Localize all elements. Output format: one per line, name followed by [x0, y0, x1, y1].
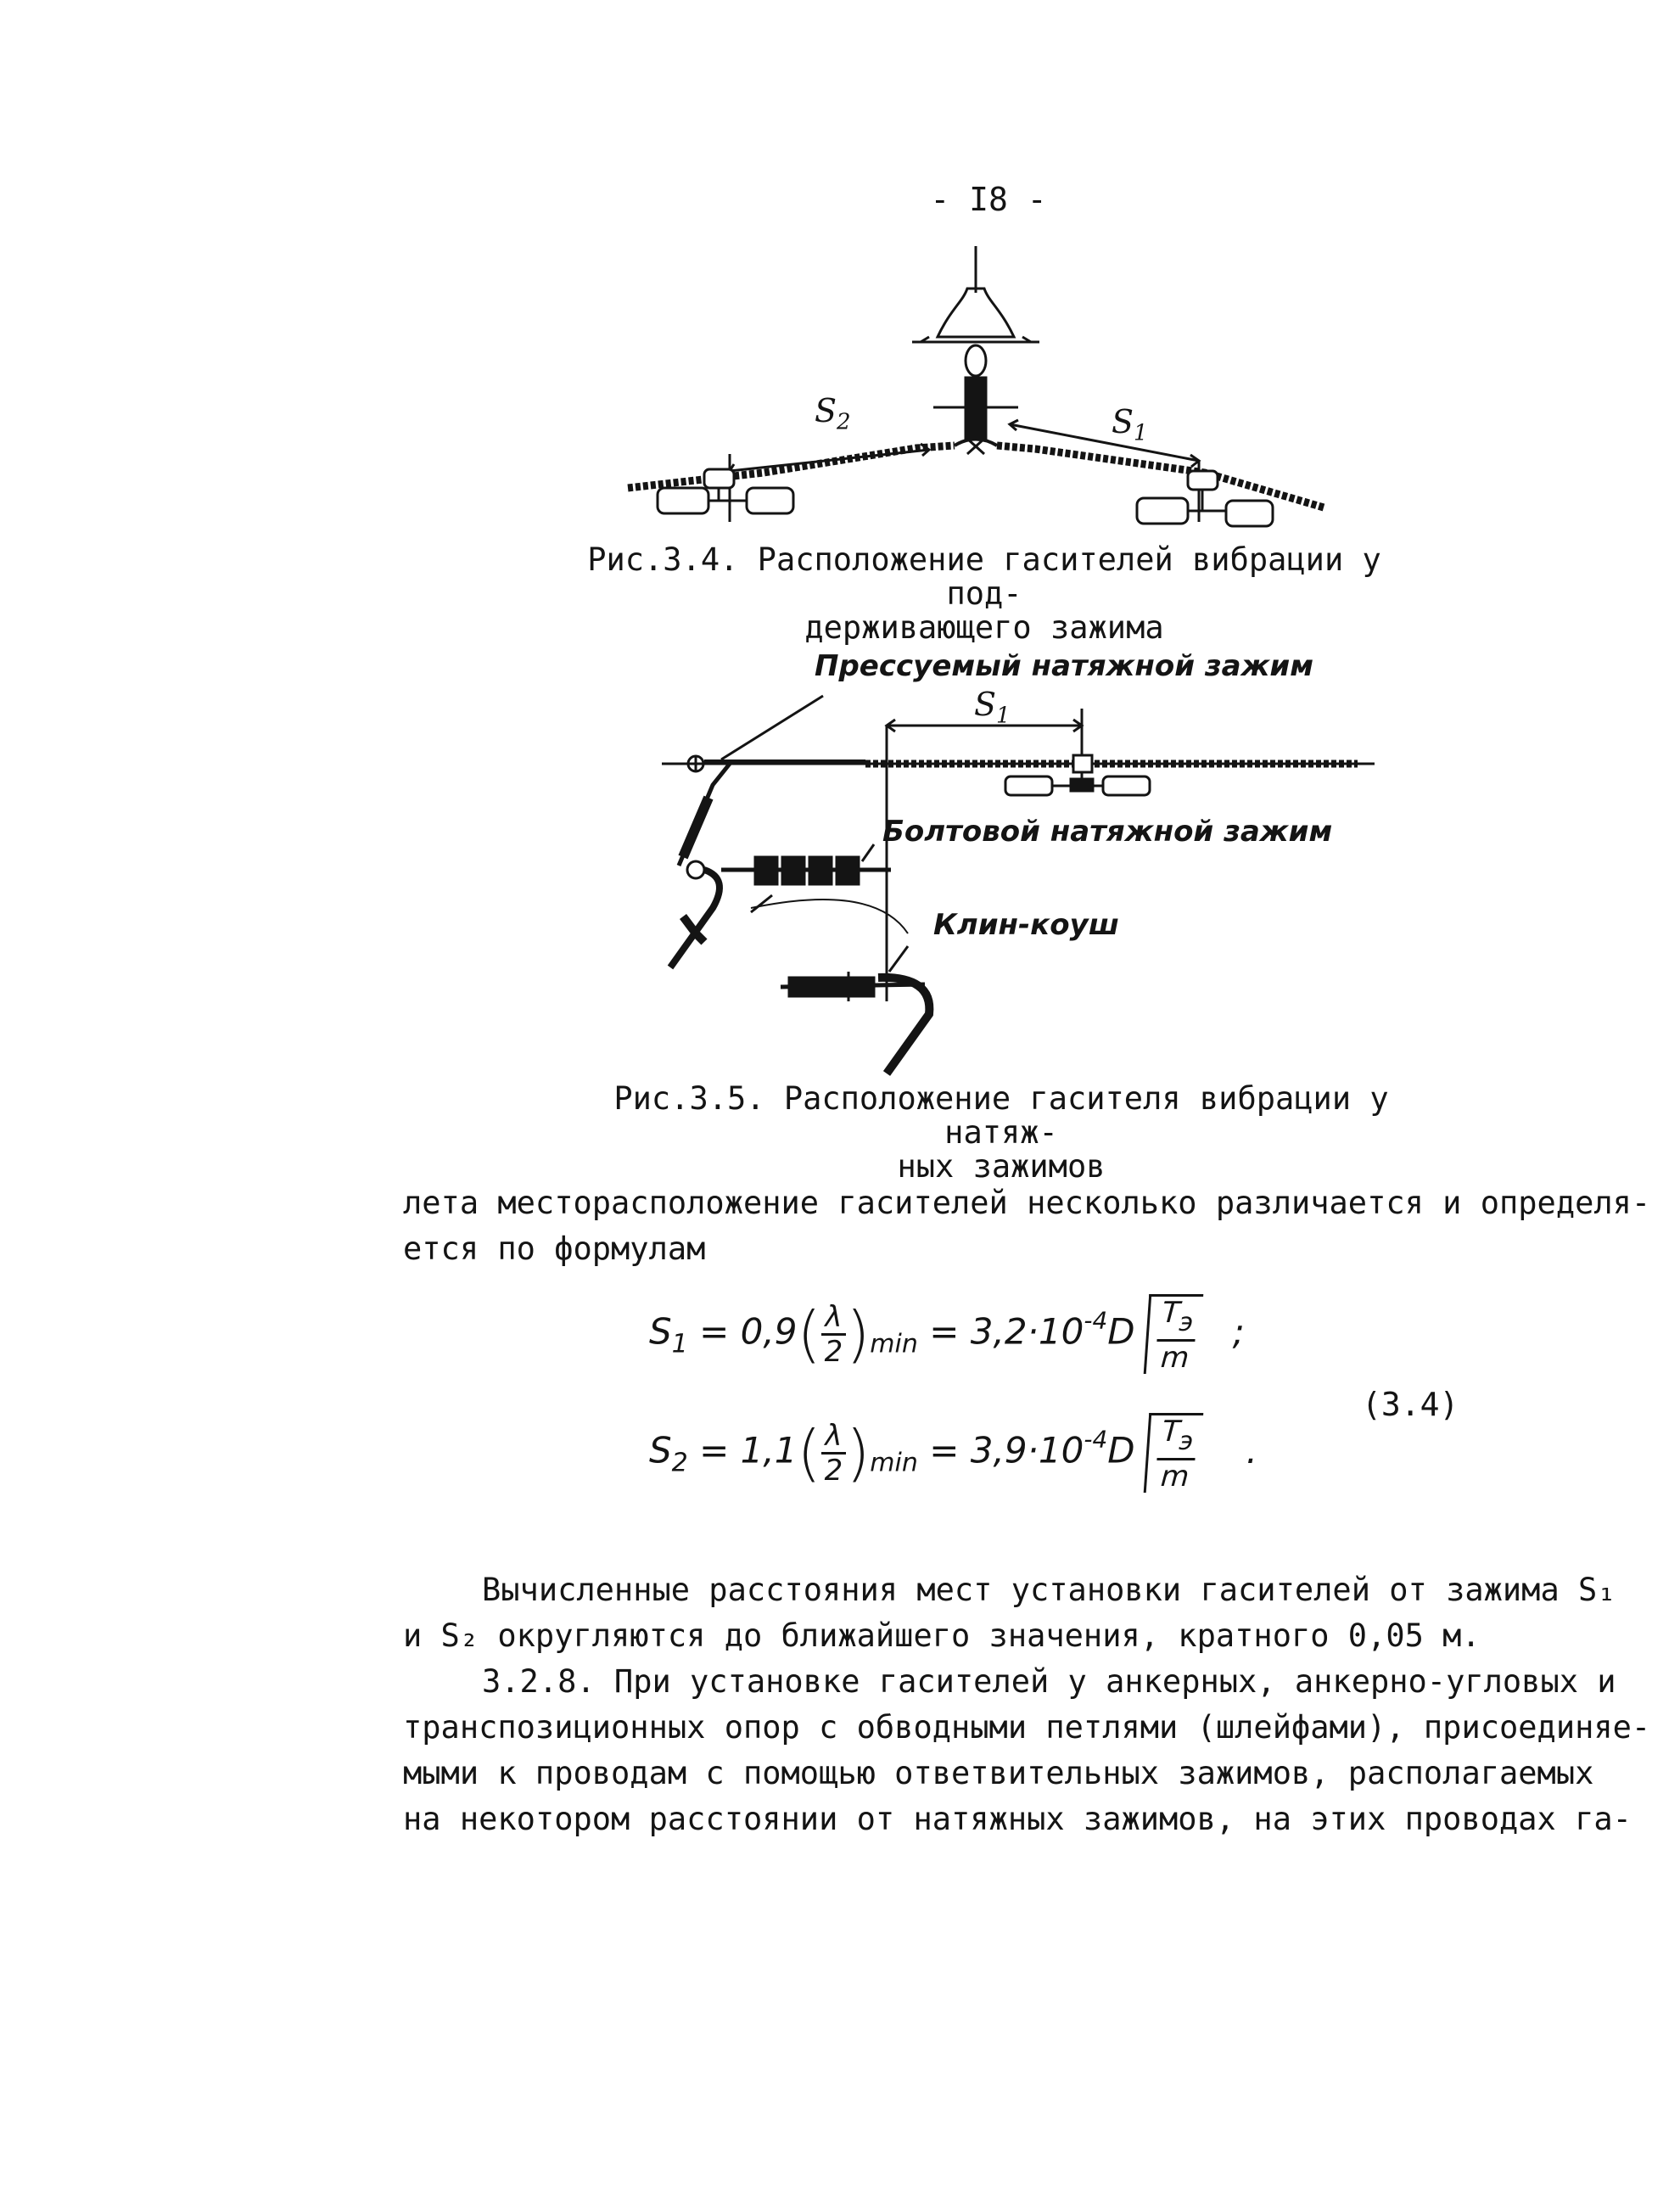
- formula-s2: $S_2 = 1,1$( $\frac{\lambda}{2}$ )$_{min} = 3,9\cdot 10^{-4}D$ $\frac{Tэ}{m}$ .: [649, 1415, 1257, 1494]
- equation-number: (3.4): [1362, 1386, 1459, 1423]
- label-bolted-clamp: Болтовой натяжной зажим: [882, 815, 1333, 849]
- fig34-label-s2: $S_2$: [815, 392, 851, 435]
- paragraph-line-6: на некотором расстоянии от натяжных зажимов, на этих проводах га-: [403, 1801, 1632, 1837]
- intro-line-1: лета месторасположение гасителей несколько различается и определя-: [403, 1185, 1651, 1221]
- figure-3-4-drawing: [594, 242, 1341, 539]
- paragraph-line-1: Вычисленные расстояния мест установки гасителей от зажима S₁: [482, 1572, 1616, 1608]
- label-wedge-thimble: Клин-коуш: [933, 908, 1119, 942]
- paragraph-line-2: и S₂ округляются до ближайшего значения, кратного 0,05 м.: [403, 1617, 1481, 1654]
- figure-3-5-drawing: [662, 679, 1392, 1078]
- figure-3-5-caption: [594, 1082, 1408, 1184]
- fig34-label-s1: $S_1$: [1112, 403, 1148, 446]
- label-pressed-clamp: Прессуемый натяжной зажим: [815, 649, 1314, 683]
- fig35-label-s1: $S_1$: [974, 686, 1011, 729]
- caption-line: держивающего зажима: [804, 609, 1164, 646]
- caption-line: Рис.3.4. Расположение гасителей вибрации у под-: [587, 541, 1381, 612]
- paragraph-line-3: 3.2.8. При установке гасителей у анкерных, анкерно-угловых и: [482, 1663, 1616, 1700]
- caption-line: Рис.3.5. Расположение гасителя вибрации у натяж-: [613, 1080, 1389, 1151]
- formula-s1: $S_1 = 0,9$( $\frac{\lambda}{2}$ )$_{min} = 3,2\cdot 10^{-4}D$ $\frac{Tэ}{m}$ ;: [649, 1296, 1245, 1375]
- figure-3-4-caption: [585, 543, 1383, 645]
- paragraph-line-4: транспозиционных опор с обводными петлями (шлейфами), присоединяе-: [403, 1709, 1651, 1746]
- intro-line-2: ется по формулам: [403, 1230, 706, 1267]
- caption-line: ных зажимов: [897, 1148, 1106, 1185]
- page-number: - I8 -: [930, 181, 1047, 218]
- paragraph-line-5: мыми к проводам с помощью ответвительных зажимов, располагаемых: [403, 1755, 1594, 1791]
